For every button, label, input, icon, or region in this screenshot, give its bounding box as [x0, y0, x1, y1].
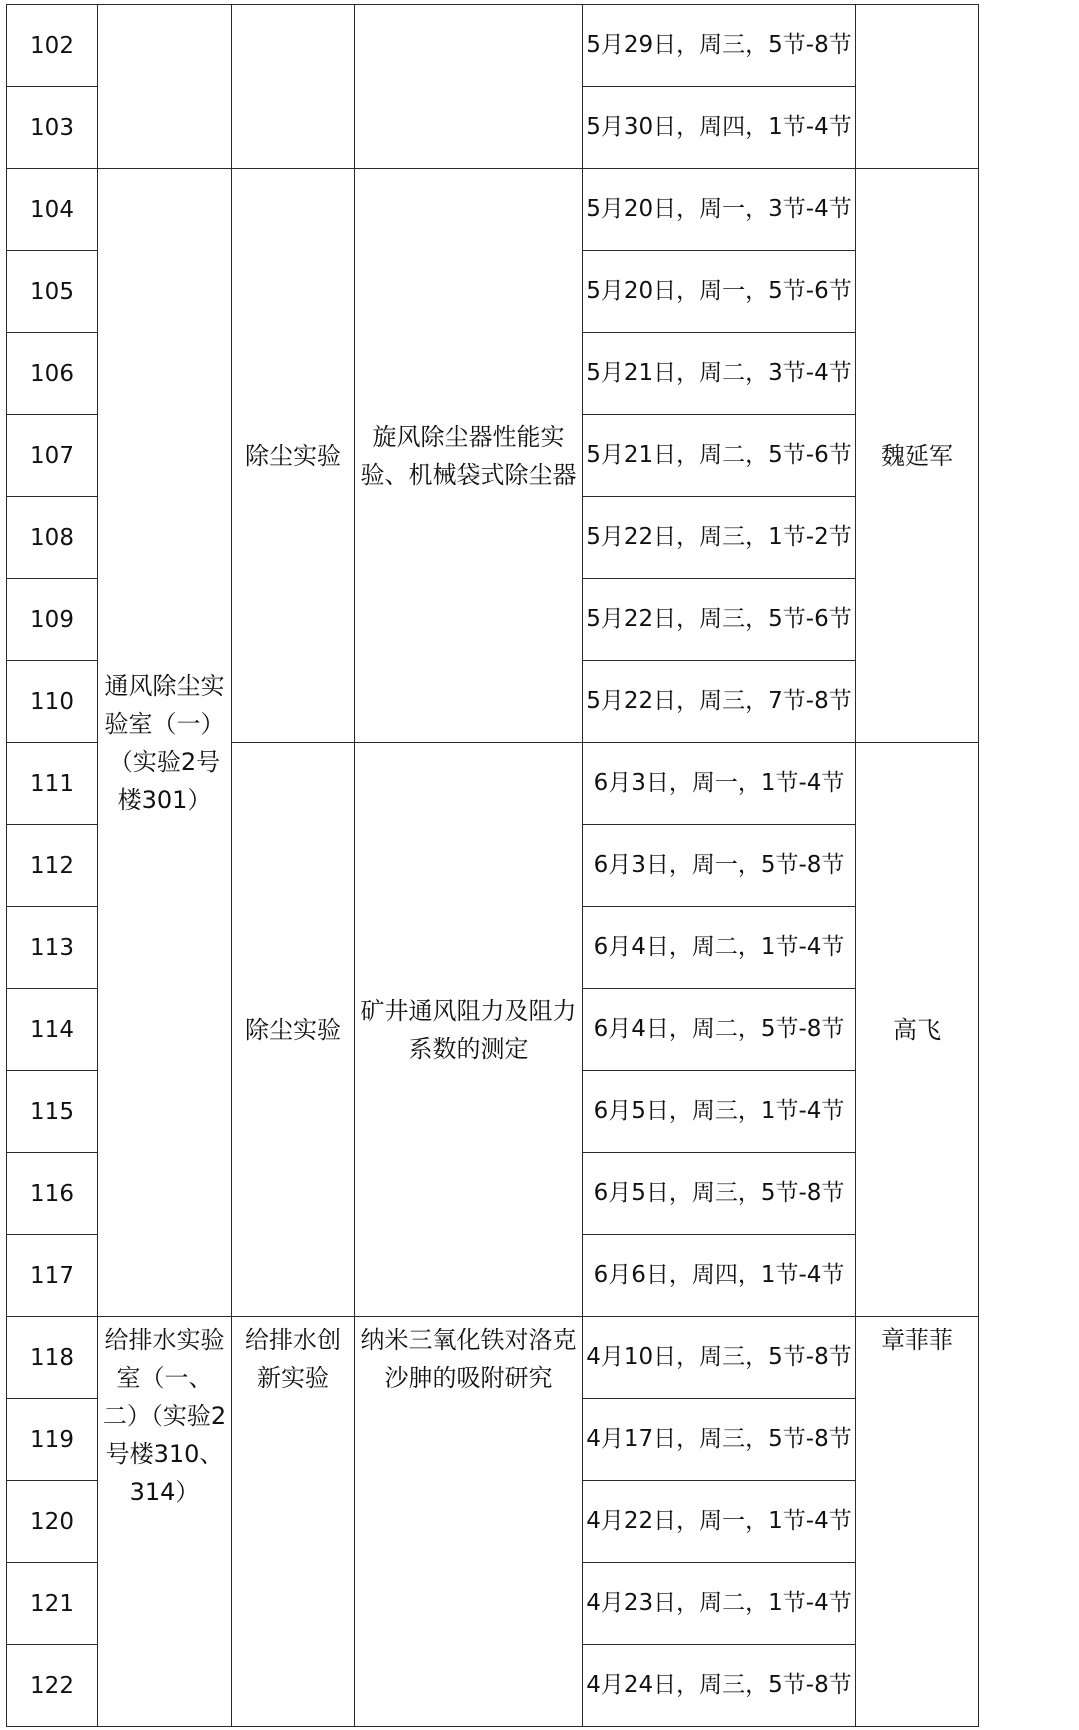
- date-cell: 4月23日，周二，1节-4节: [583, 1563, 856, 1645]
- date-cell: 6月3日，周一，1节-4节: [583, 743, 856, 825]
- date-cell: 4月22日，周一，1节-4节: [583, 1481, 856, 1563]
- row-number: 103: [7, 87, 98, 169]
- date-cell: 5月30日，周四，1节-4节: [583, 87, 856, 169]
- row-number: 110: [7, 661, 98, 743]
- date-cell: 6月3日，周一，5节-8节: [583, 825, 856, 907]
- row-number: 102: [7, 5, 98, 87]
- project-cell: 纳米三氧化铁对洛克沙胂的吸附研究: [355, 1317, 583, 1727]
- row-number: 121: [7, 1563, 98, 1645]
- course-cell: 除尘实验: [232, 169, 355, 743]
- teacher-cell: 高飞: [856, 743, 979, 1317]
- date-cell: 5月21日，周二，5节-6节: [583, 415, 856, 497]
- row-number: 111: [7, 743, 98, 825]
- project-cell: 矿井通风阻力及阻力系数的测定: [355, 743, 583, 1317]
- row-number: 116: [7, 1153, 98, 1235]
- date-cell: 5月22日，周三，7节-8节: [583, 661, 856, 743]
- date-cell: 6月6日，周四，1节-4节: [583, 1235, 856, 1317]
- row-number: 109: [7, 579, 98, 661]
- project-cell: 旋风除尘器性能实验、机械袋式除尘器: [355, 169, 583, 743]
- lab-cell: 通风除尘实验室（一）（实验2号楼301）: [98, 169, 232, 1317]
- date-cell: 6月4日，周二，1节-4节: [583, 907, 856, 989]
- date-cell: 6月5日，周三，5节-8节: [583, 1153, 856, 1235]
- table-row: [7, 169, 979, 251]
- row-number: 106: [7, 333, 98, 415]
- date-cell: 4月10日，周三，5节-8节: [583, 1317, 856, 1399]
- teacher-cell: 章菲菲: [856, 1317, 979, 1727]
- date-cell: 5月22日，周三，5节-6节: [583, 579, 856, 661]
- date-cell: 4月24日，周三，5节-8节: [583, 1645, 856, 1727]
- date-cell: 5月20日，周一，3节-4节: [583, 169, 856, 251]
- row-number: 122: [7, 1645, 98, 1727]
- row-number: 113: [7, 907, 98, 989]
- date-cell: 5月20日，周一，5节-6节: [583, 251, 856, 333]
- row-number: 119: [7, 1399, 98, 1481]
- lab-cell-empty: [98, 5, 232, 169]
- row-number: 105: [7, 251, 98, 333]
- table-row: [7, 1317, 979, 1399]
- date-cell: 5月29日，周三，5节-8节: [583, 5, 856, 87]
- row-number: 114: [7, 989, 98, 1071]
- row-number: 108: [7, 497, 98, 579]
- schedule-table: [6, 4, 979, 1727]
- row-number: 107: [7, 415, 98, 497]
- date-cell: 6月5日，周三，1节-4节: [583, 1071, 856, 1153]
- row-number: 112: [7, 825, 98, 907]
- project-cell-empty: [355, 5, 583, 169]
- teacher-cell: 魏延军: [856, 169, 979, 743]
- row-number: 118: [7, 1317, 98, 1399]
- course-cell: 给排水创新实验: [232, 1317, 355, 1727]
- row-number: 104: [7, 169, 98, 251]
- row-number: 120: [7, 1481, 98, 1563]
- teacher-cell-empty: [856, 5, 979, 169]
- date-cell: 6月4日，周二，5节-8节: [583, 989, 856, 1071]
- row-number: 115: [7, 1071, 98, 1153]
- lab-cell: 给排水实验室（一、二）（实验2号楼310、314）: [98, 1317, 232, 1727]
- date-cell: 5月22日，周三，1节-2节: [583, 497, 856, 579]
- course-cell: 除尘实验: [232, 743, 355, 1317]
- course-cell-empty: [232, 5, 355, 169]
- table-row: [7, 5, 979, 87]
- date-cell: 4月17日，周三，5节-8节: [583, 1399, 856, 1481]
- row-number: 117: [7, 1235, 98, 1317]
- date-cell: 5月21日，周二，3节-4节: [583, 333, 856, 415]
